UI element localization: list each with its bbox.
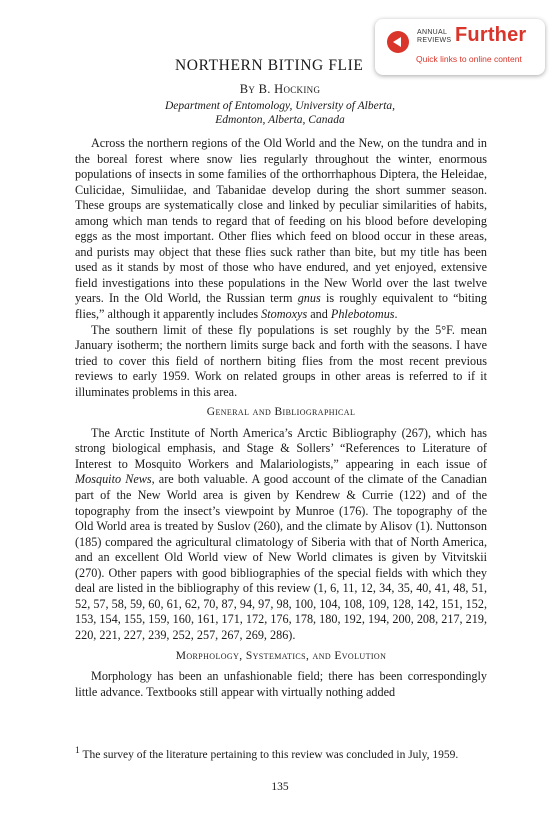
footnote (75, 743, 487, 763)
section-heading: Morphology, Systematics, and Evolution (175, 649, 387, 662)
badge-tagline: Quick links to online content (416, 54, 522, 64)
further-links-badge[interactable] (375, 19, 545, 75)
footnote-text: The survey of the literature pertaining to this review was concluded in July, 1959. (82, 748, 459, 761)
author-name: B. Hocking (258, 82, 321, 96)
page-number: 135 (271, 781, 289, 793)
paragraph: The Arctic Institute of North America’s Arctic Bibliography (267), which has strong biological emphasis, and Stage & Sollers’ “References to Literature of Interest to Mosquito Workers and Malariologists,” appearing in each issue of Mosquito News, are both valuable. A good account of the climate of the Canadian part of the New World area is given by Kendrew & Currie (122) and of the topography from the insect’s viewpoint by Munroe (176). The topography of the Old World area is treated by Suslov (260), and the climate by Alisov (1). Nuttonson (185) compared the agricultural climatology of Siberia with that of North America, and an excellent Old World view of New World climates is given by Vitvitskii (270). Other papers with good bibliographies of the special fields with which they deal are listed in the bibliography of this review (1, 6, 11, 12, 34, 35, 40, 41, 48, 51, 52, 57, 58, 59, 60, 61, 62, 70, 87, 94, 97, 98, 100, 104, 108, 109, 128, 142, 151, 152, 153, 154, 155, 159, 160, 161, 171, 172, 176, 178, 180, 192, 194, 200, 208, 217, 219, 220, 221, 227, 239, 252, 257, 267, 269, 286). (75, 425, 488, 642)
byline (0, 82, 560, 97)
paragraph: Across the northern regions of the Old World and the New, on the tundra and in the boreal forest where snow lies regularly throughout the winter, enormous populations of insects in some families of the orthorrhaphous Diptera, the Heleidae, Culicidae, Simuliidae, and Tabanidae develop during the short summer season. These groups are systematically close and linked by peculiar similarities of habits, among which man tends to regard that of feeding on his blood before developing eggs as the most important. Other flies which feed on blood occur in these areas, and purists may object that these flies suck rather than bite, but my title has been used as it stands by most of those who have endured, and yet enjoyed, extensive field investigations into these populations in the New World over the last twelve years. In the Old World, the Russian term gnus is roughly equivalent to “biting flies,” although it apparently includes Stomoxys and Phlebotomus. (75, 136, 487, 322)
annual-reviews-logo-icon (387, 31, 409, 53)
byline-prefix: By (239, 82, 256, 96)
affiliation-line-2: Edmonton, Alberta, Canada (215, 114, 345, 126)
brand-small-text: ANNUAL REVIEWS (417, 29, 452, 44)
footnote-marker: 1 (75, 745, 80, 756)
section-heading: General and Bibliographical (206, 406, 356, 419)
article-title: NORTHERN BITING FLIE (175, 57, 364, 74)
paragraph: The southern limit of these fly populations is set roughly by the 5°F. mean January isotherm; the northern limits surge back and forth with the seasons. I have tried to cover this field of northern biting flies from the most recent previous reviews to early 1959. Work on related groups in other areas is referred to if it illuminates problems in this area. (75, 322, 487, 399)
affiliation-line-1: Department of Entomology, University of Alberta, (164, 100, 396, 112)
arrow-left-icon (393, 37, 401, 47)
brand-further: Further (455, 24, 527, 46)
article-body (75, 136, 487, 700)
paragraph: Morphology has been an unfashionable field; there has been correspondingly little advance. Textbooks still appear with virtually nothing added (75, 669, 487, 699)
